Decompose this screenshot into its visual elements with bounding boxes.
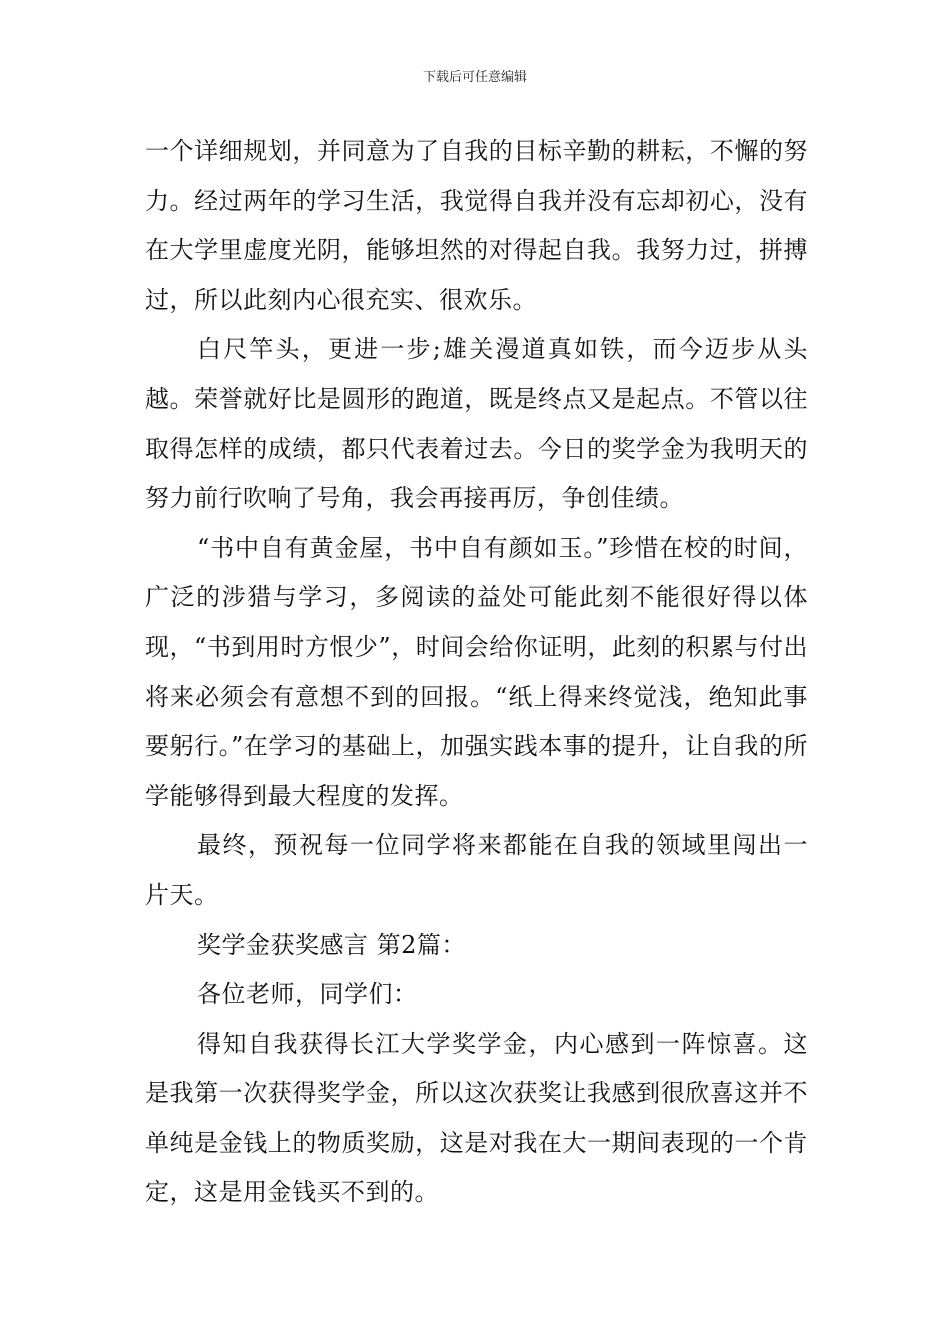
paragraph-continuation: 一个详细规划，并同意为了自我的目标辛勤的耕耘，不懈的努力。经过两年的学习生活，我觉得自我并没有忘却初心，没有在大学里虚度光阴，能够坦然的对得起自我。我努力过，拼搏过，所以此刻内心很充实、很欢乐。 [145, 137, 808, 314]
section-title: 奖学金获奖感言 第2篇： [197, 930, 466, 959]
document-body [145, 127, 808, 1218]
paragraph-wishes: 最终，预祝每一位同学将来都能在自我的领域里闯出一片天。 [145, 831, 808, 909]
paragraph-progress: 白尺竿头，更进一步;雄关漫道真如铁，而今迈步从头越。荣誉就好比是圆形的跑道，既是终点又是起点。不管以往取得怎样的成绩，都只代表着过去。今日的奖学金为我明天的努力前行吹响了号角，我会再接再厉，争创佳绩。 [145, 335, 808, 513]
salutation: 各位老师，同学们： [197, 980, 418, 1009]
paragraph-award: 得知自我获得长江大学奖学金，内心感到一阵惊喜。这是我第一次获得奖学金，所以这次获奖让我感到很欣喜这并不单纯是金钱上的物质奖励，这是对我在大一期间表现的一个肯定，这是用金钱买不到的。 [145, 1029, 808, 1207]
paragraph-reading: “书中自有黄金屋，书中自有颜如玉。”珍惜在校的时间，广泛的涉猎与学习，多阅读的益处可能此刻不能很好得以体现，“书到用时方恨少”，时间会给你证明，此刻的积累与付出将来必须会有意想不到的回报。“纸上得来终觉浅，绝知此事要躬行。”在学习的基础上，加强实践本事的提升，让自我的所学能够得到最大程度的发挥。 [145, 533, 808, 810]
page-header: 下载后可任意编辑 [422, 70, 527, 85]
